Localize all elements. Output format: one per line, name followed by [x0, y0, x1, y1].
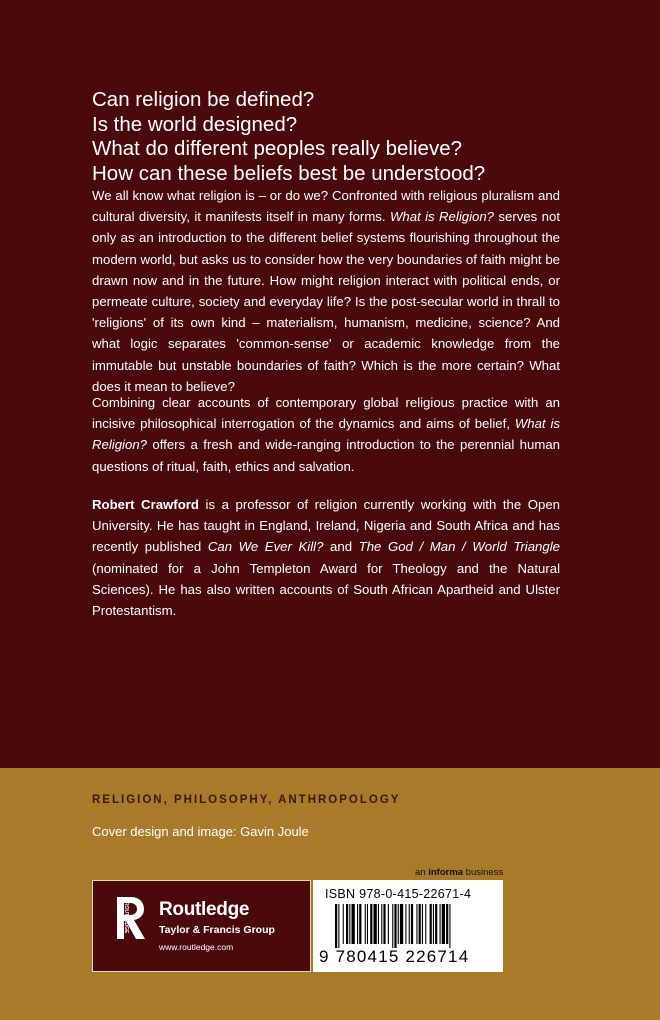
routledge-logo-wordmark: ROUTLEDGE: [123, 902, 129, 934]
informa-prefix: an: [415, 867, 429, 878]
book-title-italic: Can We Ever Kill?: [207, 539, 324, 555]
isbn-label: ISBN 978-0-415-22671-4: [325, 887, 472, 901]
barcode-bar: [346, 904, 348, 944]
publisher-name: Routledge: [159, 899, 250, 920]
informa-suffix: business: [463, 867, 504, 878]
opening-questions: [92, 88, 592, 186]
barcode-bar: [357, 904, 358, 944]
cover-credit: Cover design and image: Gavin Joule: [92, 824, 309, 839]
back-cover-bottom-panel: [0, 768, 660, 1020]
barcode-bar: [383, 904, 385, 944]
barcode-bar: [349, 904, 350, 944]
barcode-bar: [411, 904, 413, 944]
barcode-bar: [365, 904, 366, 944]
barcode-bar: [440, 904, 441, 944]
barcode-bar: [405, 904, 406, 944]
informa-tagline: [415, 867, 503, 878]
author-bio: [92, 494, 560, 621]
barcode-bar: [352, 904, 355, 944]
bio-text: and: [323, 539, 359, 555]
bio-text: is a professor of religion currently working with the Open University. He has taught in England, Ireland, Nigeria and South Africa and has recently published: [92, 497, 560, 555]
barcode-bar: [435, 904, 437, 944]
question-line: Is the world designed?: [92, 112, 298, 136]
barcode-bar: [370, 904, 372, 944]
publisher-block: [92, 880, 311, 972]
barcode-bar: [381, 904, 382, 944]
blurb-text: offers a fresh and wide-ranging introduction to the perennial human questions of ritual, faith, ethics and salvation.: [92, 437, 560, 474]
bio-text: (nominated for a John Templeton Award for Theology and the Natural Sciences). He has also written accounts of South African Apartheid and Ulster Protestantism.: [92, 560, 560, 619]
blurb-text: Combining clear accounts of contemporary global religious practice with an incisive philosophical interrogation of the dynamics and aims of belief,: [92, 395, 560, 432]
barcode-bar: [422, 904, 423, 944]
barcode-bar: [374, 904, 377, 944]
publisher-url: www.routledge.com: [159, 942, 234, 952]
barcode-digits: 9 780415 226714: [319, 947, 470, 966]
book-title-italic: What is Religion?: [92, 416, 561, 453]
barcode-bar: [433, 904, 434, 944]
publisher-group: Taylor & Francis Group: [159, 924, 275, 936]
barcode-bar: [392, 904, 393, 948]
barcode-bar: [416, 904, 417, 944]
barcode-bar: [398, 904, 399, 944]
barcode-bar: [359, 904, 361, 944]
routledge-logo-icon: [111, 895, 147, 949]
barcode-bar: [335, 904, 337, 948]
barcode-bar: [388, 904, 389, 944]
barcode-bar: [446, 904, 448, 944]
barcode-bar: [400, 904, 403, 944]
question-line: Can religion be defined?: [92, 88, 315, 111]
question-line: What do different peoples really believe?: [92, 137, 462, 160]
barcode-bar: [425, 904, 426, 944]
blurb-text: serves not only as an introduction to the different belief systems flourishing throughout the modern world, but asks us to consider how the very boundaries of faith might be drawn now and in the future. How might religion interact with political ends, or permeate culture, society and everyday life? Is the post-secular world in thrall to 'religions' of its own kind – materialism, humanism, medicine, science? And what logic separates 'common-sense' or academic knowledge from the immutable but unstable boundaries of faith? Which is the more certain? What does it mean to believe?: [92, 209, 560, 394]
book-title-italic: The God / Man / World Triangle: [358, 539, 560, 555]
barcode-bar: [419, 904, 421, 944]
barcode-bar: [367, 904, 368, 944]
barcode-bar: [442, 904, 445, 944]
author-name: Robert Crawford: [92, 497, 199, 512]
blurb-paragraph-1: [92, 185, 560, 397]
blurb-text: We all know what religion is – or do we? Confronted with religious pluralism and cultural diversity, it manifests itself in many forms.: [92, 188, 560, 225]
barcode-bar: [449, 904, 450, 948]
informa-brand: informa: [428, 867, 464, 878]
blurb-paragraph-2: [92, 392, 560, 477]
question-line: How can these beliefs best be understood?: [92, 161, 486, 185]
subject-category: RELIGION, PHILOSOPHY, ANTHROPOLOGY: [92, 794, 401, 806]
barcode-bar: [430, 904, 432, 944]
barcode-graphic: [335, 904, 485, 948]
barcode-bar: [409, 904, 410, 944]
barcode-bar: [338, 904, 339, 948]
isbn-barcode-block: [313, 880, 503, 972]
barcode-bar: [394, 904, 396, 948]
book-title-italic: What is Religion?: [389, 209, 495, 225]
barcode-bar: [378, 904, 379, 944]
barcode-bar: [343, 904, 344, 944]
